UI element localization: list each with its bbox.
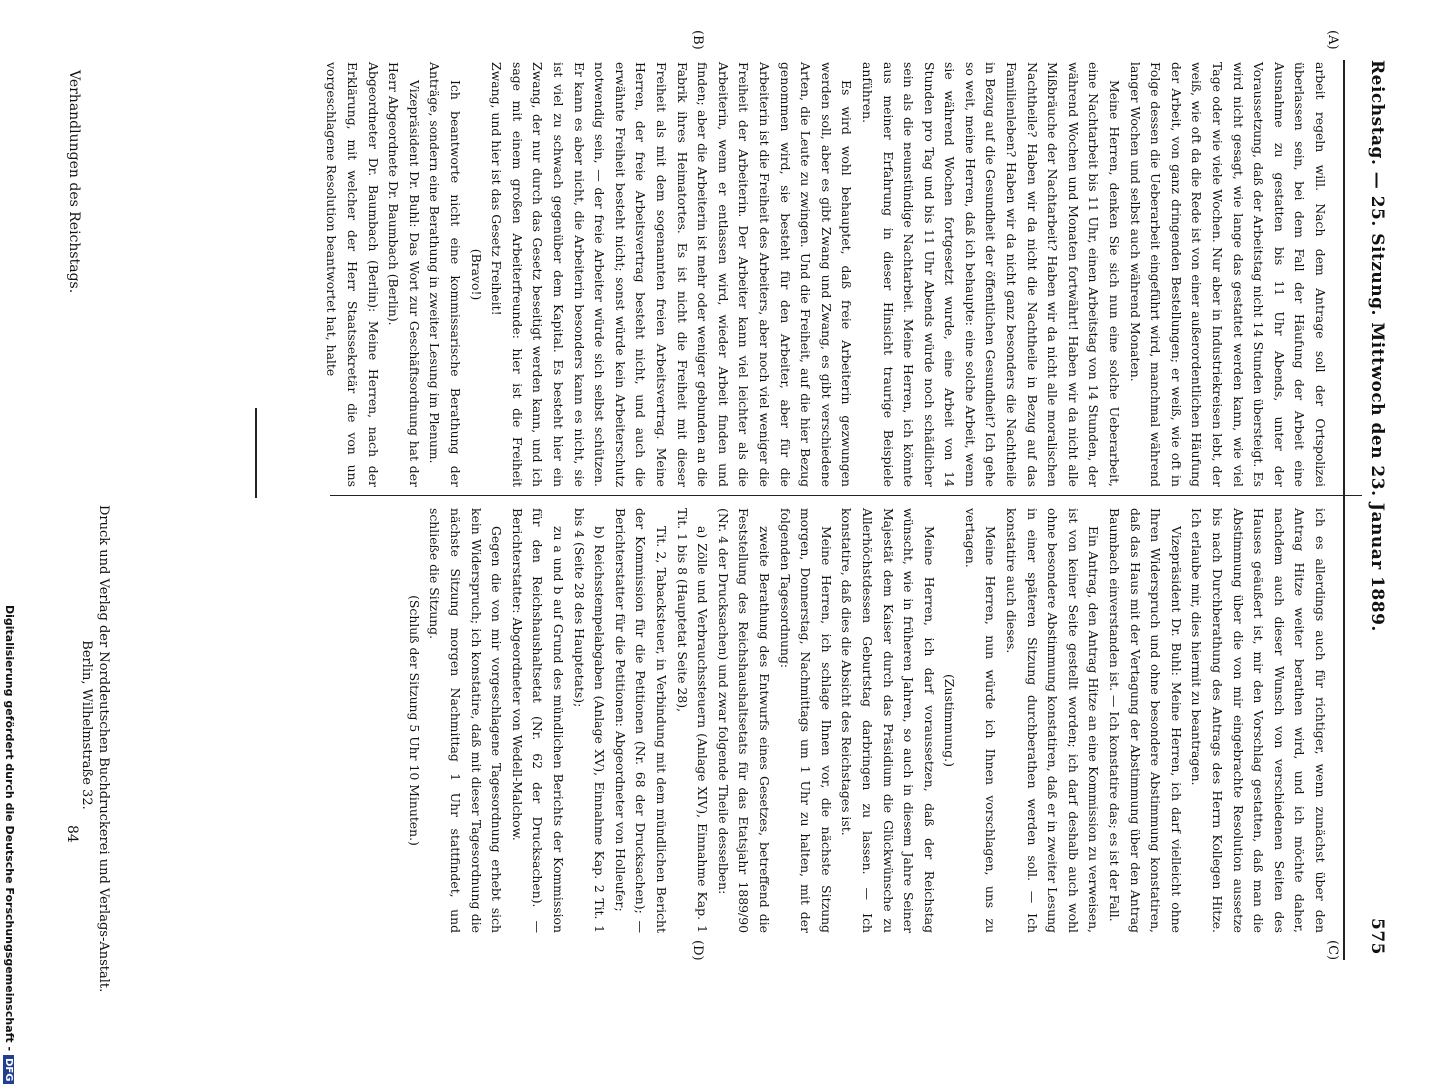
right-column-paragraph: Gegen die von mir vorgeschlagene Tagesordnung erhebt sich kein Widerspruch; ich konstatire, daß mit dieser Tagesordnung die nächste Sitzung morgen Nachmittag 1 Uhr stattfindet, und schließe die Sitzung. — [427, 508, 505, 933]
right-column-paragraph: zu a und b auf Grund des mündlichen Berichts der Kommission für den Reichshaushaltsetat (Nr. 62 der Drucksachen). — Berichterstatter: Abgeordneter von Wedell-Malchow. — [509, 508, 567, 933]
left-column-paragraph: Es wird wohl behauptet, daß freie Arbeiterin gezwungen werden soll, aber es gibt Zwang und Zwang, es gibt verschiedene Arten, die Leute zu zwingen. Und die Freiheit, auf die hier Bezug genommen wird, sie besteht für den Arbeiter, aber für die Arbeiterin ist die Freiheit des Arbeiters, aber noch viel weniger die Freiheit der Arbeiterin. Der Arbeiter kann viel leichter als die Arbeiterin, wenn er entlassen wird, wieder Arbeit finden und finden; aber die Arbeiterin ist mehr oder weniger gebunden an die Fabrik ihres Heimatortes. Es ist nicht die Freiheit mit dieser Freiheit als mit dem sogenannten freien Arbeitsvertrag. Meine Herren, der freie Arbeitsvertrag besteht nicht, und auch die erwähnte Freiheit besteht nicht; sonst würde kein Arbeiterschutz notwendig sein, — der freie Arbeiter würde sich selbst schützen. Er kann es aber nicht, die Arbeiterin besonders kann es nicht, sie ist viel zu schwach gegenüber dem Kapital. Es besteht hier ein Zwang, der nur durch das Gesetz beseitigt werden kann, und ich sage mit einem großen Arbeiterfreunde: hier ist die Freiheit Zwang, und hier ist das Gesetz Freiheit! — [489, 62, 855, 487]
left-column-end-rule — [255, 408, 257, 498]
margin-mark-b: (B) — [690, 30, 705, 50]
right-column-paragraph: zweite Berathung des Entwurfs eines Gesetzes, betreffend die Feststellung des Reichshaushaltsetats für das Etatsjahr 1889/90 (Nr. 4 der Drucksachen) und zwar folgende Theile desselben: — [715, 508, 772, 933]
right-column-paragraph: Vizepräsident Dr. Buhl: Meine Herren, ich darf vielleicht ohne Ihren Widerspruch und ohne besondere Abstimmung konstatiren, daß das Haus mit der Vertagung der Abstimmung über den Antrag Baumbach einverstanden ist. — Ich konstatire das; es ist der Fall. — [1107, 508, 1184, 933]
right-column-paragraph: ich es allerdings auch für richtiger, wenn zunächst über den Antrag Hitze weiter berathen wird, und ich möchte daher, nachdem auch dieser Wunsch von verschiedenen Seiten des Hauses geäußert ist, mir den Vorschlag gestatten, daß man die Abstimmung über die von mir eingebrachte Resolution aussetze bis nach Durchberathung des Antrags des Herrn Kollegen Hitze. Ich erlaube mir, dies hiermit zu beantragen. — [1189, 508, 1328, 933]
column-separator — [330, 495, 1362, 496]
right-column-paragraph: Meine Herren, ich schlage Ihnen vor, die nächste Sitzung morgen, Donnerstag, Nachmittags um 1 Uhr zu halten, mit der folgenden Tagesordnung: — [777, 508, 834, 933]
left-column-paragraph: Vizepräsident Dr. Buhl: Das Wort zur Geschäftsordnung hat der Herr Abgeordnete Dr. Baumbach (Berlin). — [386, 62, 422, 487]
margin-mark-a: (A) — [1325, 30, 1340, 50]
left-column-paragraph: arbeit regeln will. Nach dem Antrage soll der Ortspolizei überlassen sein, bei dem Fall der Häufung der Arbeit eine Ausnahme zu gestatten bis 11 Uhr Abends, unter der Voraussetzung, daß der Arbeitstag nicht 14 Stunden übersteigt. Es wird nicht gesagt, wie lange das gestattet werden kann, wie viel Tage oder wie viele Wochen. Nur aber in Industriekreisen lebt, der weiß, wie oft da die Rede ist von einer außerordentlichen Häufung der Arbeit, von ganz dringenden Bestellungen; er weiß, wie oft in Folge dessen die Ueberarbeit eingeführt wird, manchmal während langer Wochen und selbst auch während Monaten. — [1127, 62, 1328, 487]
left-column-paragraph: Meine Herren, denken Sie sich nun eine solche Ueberarbeit, eine Nachtarbeit bis 11 Uhr, einen Arbeitstag von 14 Stunden, der während Wochen und Monaten fortwährt! Haben wir da nicht alle Mißbräuche der Nachtarbeit? Haben wir da nicht alle moralischen Nachtheile? Haben wir da nicht die Nachtheile in Bezug auf das Familienleben? Haben wir da nicht ganz besonders die Nachtheile in Bezug auf die Gesundheit der öffentlichen Gesundheit? Ich gehe so weit, meine Herren, daß ich behaupte: eine solche Arbeit, wenn sie während Wochen fortgesetzt wurde, eine Arbeit von 14 Stunden pro Tag und bis 11 Uhr Abends würde noch schädlicher sein als die neunstündige Nachtarbeit. Meine Herren, ich könnte aus meiner Erfahrung in dieser Hinsicht traurige Beispiele anführen. — [859, 62, 1123, 487]
page-header — [1367, 60, 1387, 632]
left-column-paragraph: Ich beantworte nicht eine kommissarische Berathung der Anträge, sondern eine Berathung in zweiter Lesung im Plenum. — [427, 62, 464, 487]
running-title: Verhandlungen des Reichstags. — [66, 70, 82, 294]
right-column-paragraph: (Zustimmung.) — [942, 674, 958, 767]
right-column-paragraph: b) Reichsstempelabgaben (Anlage XV), Einnahme Kap. 2 Tit. 1 bis 4 (Seite 28 des Hauptetats); — [571, 508, 608, 933]
imprint — [78, 505, 112, 993]
right-column-paragraph: Tit. 2, Tabacksteuer, in Verbindung mit dem mündlichen Bericht der Kommission für die Petitionen (Nr. 68 der Drucksachen); — Berichterstatter für die Petitionen: Abgeordneter von Holleufer; — [612, 508, 669, 933]
right-column-paragraph: Meine Herren, ich darf voraussetzen, daß der Reichstag wünscht, wie in früheren Jahren, so auch in diesem Jahre Seiner Majestät dem Kaiser durch das Präsidium die Glückwünsche zu Allerhöchstdessen Geburtstag darbringen zu lassen. — Ich konstatire, daß dies die Absicht des Reichstages ist. — [839, 508, 937, 933]
digitization-text: Digitalisierung gefördert durch die Deutsche Forschungsgemeinschaft - — [3, 605, 16, 1052]
left-text-column — [324, 62, 1330, 487]
page-number: 575 — [1367, 918, 1387, 955]
margin-mark-c: (C) — [1325, 940, 1340, 961]
right-column-paragraph: Meine Herren, nun würde ich Ihnen vorschlagen, uns zu vertagen. — [962, 508, 999, 933]
imprint-line-2: Berlin, Wilhelmstraße 32. — [79, 640, 94, 810]
header-rule — [1343, 60, 1345, 960]
margin-mark-d: (D) — [690, 940, 705, 961]
right-column-paragraph: (Schluß der Sitzung 5 Uhr 10 Minuten.) — [406, 595, 422, 846]
right-text-column — [330, 508, 1330, 933]
right-column-paragraph: Ein Antrag, den Antrag Hitze an eine Kommission zu verweisen, ist von keiner Seite gestellt worden; ich darf deshalb auch wohl ohne besondere Abstimmung konstatiren, daß er in zweiter Lesung in einer späteren Sitzung durchberathen werden soll. — Ich konstatire auch dieses. — [1004, 508, 1102, 933]
left-column-paragraph: (Bravo!) — [468, 248, 484, 301]
left-column-paragraph: Abgeordneter Dr. Baumbach (Berlin): Meine Herren, nach der Erklärung, mit welcher der Herr Staatssekretär die von uns vorgeschlagene Resolution beantwortet hat, halte — [324, 62, 381, 487]
sheet-number: 84 — [64, 825, 80, 843]
header-title: Reichstag. — 25. Sitzung. Mittwoch den 23. Januar 1889. — [1367, 60, 1387, 632]
right-column-paragraph: a) Zölle und Verbrauchssteuern (Anlage XIV), Einnahme Kap. 1 Tit. 1 bis 8 (Hauptetat Seite 28), — [674, 508, 711, 933]
dfg-logo: DFG — [3, 1055, 14, 1084]
imprint-line-1: Druck und Verlag der Norddeutschen Buchdruckerei und Verlags-Anstalt. — [96, 505, 111, 993]
digitization-note — [3, 605, 16, 1084]
